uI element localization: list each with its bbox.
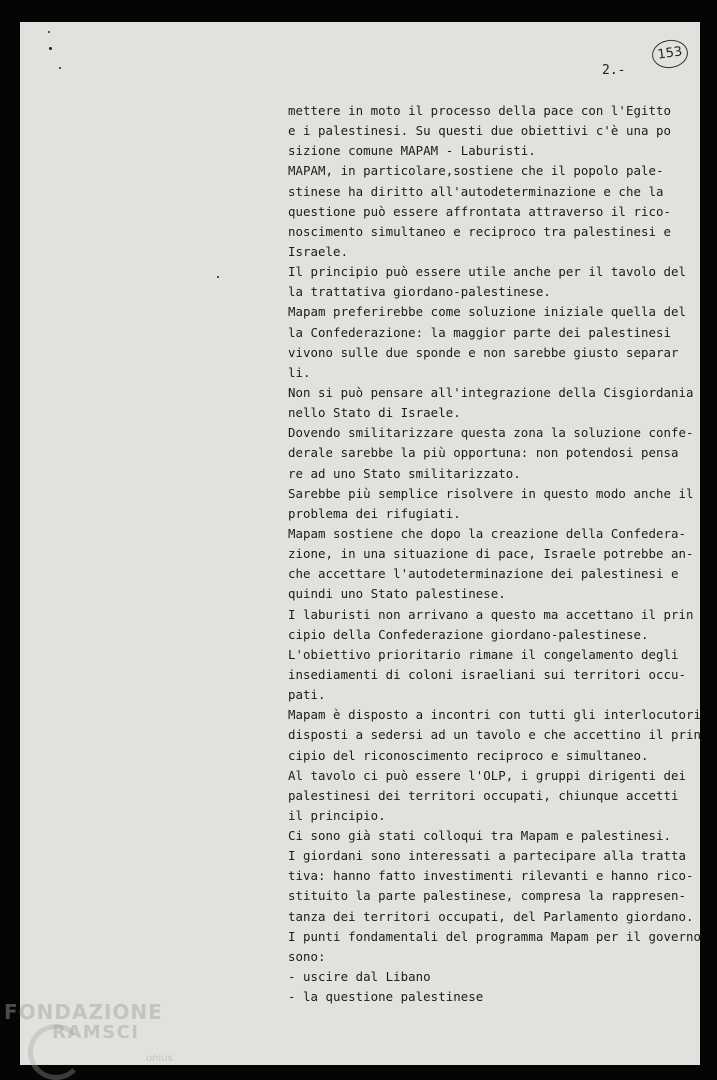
paper-speck (49, 47, 52, 50)
text-line: stinese ha diritto all'autodeterminazione e che la (288, 183, 664, 199)
paper-speck (48, 31, 50, 33)
text-line: MAPAM, in particolare,sostiene che il popolo pale- (288, 163, 664, 179)
text-line: pati. (288, 687, 326, 703)
text-line: questione può essere affrontata attraverso il rico- (288, 203, 671, 219)
text-line: zione, in una situazione di pace, Israele potrebbe an- (288, 546, 694, 562)
text-line: insediamenti di coloni israeliani sui territori occu- (288, 666, 687, 682)
text-line: Sarebbe più semplice risolvere in questo modo anche il (288, 485, 694, 501)
text-line: I laburisti non arrivano a questo ma accettano il prin (288, 606, 694, 622)
text-line: e i palestinesi. Su questi due obiettivi c'è una po (288, 123, 671, 139)
text-line: vivono sulle due sponde e non sarebbe giusto separar (288, 344, 679, 360)
text-line: la trattativa giordano-palestinese. (288, 284, 551, 300)
text-line: Al tavolo ci può essere l'OLP, i gruppi dirigenti dei (288, 767, 687, 783)
text-line: sono: (288, 948, 326, 964)
text-line: stituito la parte palestinese, compresa la rappresen- (288, 888, 687, 904)
text-line: mettere in moto il processo della pace con l'Egitto (288, 103, 671, 118)
text-line: re ad uno Stato smilitarizzato. (288, 465, 521, 481)
text-line: Israele. (288, 243, 349, 259)
watermark-logo (4, 1002, 163, 1042)
text-line: Mapam preferirebbe come soluzione iniziale quella del (288, 304, 687, 320)
text-line: - uscire dal Libano (288, 969, 431, 985)
document-body (288, 101, 702, 1007)
text-line: quindi uno Stato palestinese. (288, 586, 506, 602)
page-number: 2.- (602, 63, 626, 78)
text-line: che accettare l'autodeterminazione dei palestinesi e (288, 566, 679, 582)
text-line: cipio del riconoscimento reciproco e simultaneo. (288, 747, 649, 763)
text-line: nello Stato di Israele. (288, 405, 461, 421)
text-line: Non si può pensare all'integrazione della Cisgiordania (288, 384, 694, 400)
text-line: tiva: hanno fatto investimenti rilevanti e hanno rico- (288, 868, 694, 884)
text-line: tanza dei territori occupati, del Parlamento giordano. (288, 908, 694, 924)
text-line: il principio. (288, 807, 386, 823)
text-line: Ci sono già stati colloqui tra Mapam e palestinesi. (288, 828, 671, 844)
text-line: - la questione palestinese (288, 989, 484, 1005)
text-line: li. (288, 364, 311, 380)
watermark-line3: onlus (146, 1053, 173, 1064)
text-line: Mapam è disposto a incontri con tutti gli interlocutori (288, 707, 702, 723)
text-line: derale sarebbe la più opportuna: non potendosi pensa (288, 445, 679, 461)
text-line: sizione comune MAPAM - Laburisti. (288, 143, 536, 159)
archive-page-stamp: 153 (650, 38, 690, 71)
text-line: I punti fondamentali del programma Mapam per il governo (288, 928, 702, 944)
text-line: noscimento simultaneo e reciproco tra palestinesi e (288, 223, 671, 239)
paper-speck (59, 67, 61, 69)
text-line: Dovendo smilitarizzare questa zona la soluzione confe- (288, 425, 694, 441)
text-line: palestinesi dei territori occupati, chiunque accetti (288, 787, 679, 803)
text-line: Il principio può essere utile anche per il tavolo del (288, 264, 687, 280)
text-line: disposti a sedersi ad un tavolo e che accettino il prin (288, 727, 702, 743)
text-line: cipio della Confederazione giordano-palestinese. (288, 626, 649, 642)
text-line: problema dei rifugiati. (288, 505, 461, 521)
text-line: Mapam sostiene che dopo la creazione della Confedera- (288, 525, 687, 541)
paper-speck (217, 276, 219, 278)
text-line: I giordani sono interessati a partecipare alla tratta (288, 848, 687, 864)
text-line: L'obiettivo prioritario rimane il congelamento degli (288, 646, 679, 662)
watermark-line1: FONDAZIONE (4, 1000, 163, 1024)
text-line: la Confederazione: la maggior parte dei palestinesi (288, 324, 671, 340)
watermark-line2: RAMSCI (52, 1022, 140, 1043)
